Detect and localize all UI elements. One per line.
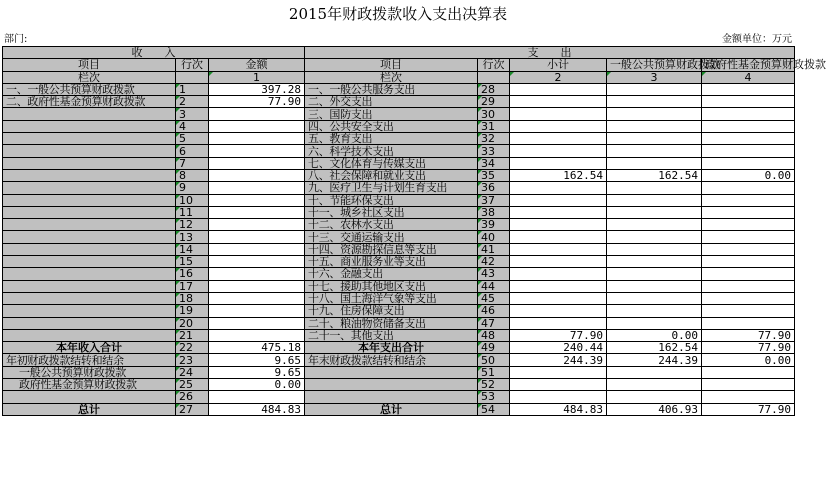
column-index-4[interactable]: 4 <box>702 71 795 83</box>
summary-income-row-no-cell[interactable]: 27 <box>176 403 209 415</box>
subtotal-cell[interactable] <box>510 219 607 231</box>
table-row <box>3 120 795 132</box>
summary-income-amount-cell[interactable] <box>209 391 305 403</box>
expense-item-cell[interactable]: 十九、住房保障支出 <box>305 305 478 317</box>
expense-row-no-cell[interactable]: 29 <box>478 96 510 108</box>
general-budget-cell[interactable] <box>607 305 702 317</box>
column-index-3[interactable]: 3 <box>607 71 702 83</box>
subtotal-cell[interactable] <box>510 231 607 243</box>
expense-item-cell[interactable]: 五、教育支出 <box>305 133 478 145</box>
summary-row <box>3 366 795 378</box>
summary-income-row-no-cell[interactable]: 26 <box>176 391 209 403</box>
summary-general-budget-cell[interactable]: 162.54 <box>607 342 702 354</box>
summary-subtotal-cell[interactable]: 240.44 <box>510 342 607 354</box>
summary-expense-row-no-cell[interactable]: 52 <box>478 379 510 391</box>
summary-row <box>3 379 795 391</box>
income-row-no-cell[interactable]: 15 <box>176 256 209 268</box>
income-amount-cell[interactable] <box>209 243 305 255</box>
expense-row-no-cell[interactable]: 28 <box>478 83 510 95</box>
summary-fund-budget-cell[interactable]: 77.90 <box>702 342 795 354</box>
expense-row-no-cell[interactable]: 40 <box>478 231 510 243</box>
subtotal-cell[interactable] <box>510 305 607 317</box>
income-item-cell[interactable] <box>3 133 176 145</box>
expense-row-no-cell[interactable]: 32 <box>478 133 510 145</box>
income-item-cell[interactable] <box>3 194 176 206</box>
table-row <box>3 231 795 243</box>
summary-subtotal-cell[interactable] <box>510 391 607 403</box>
expense-row-no-cell[interactable]: 38 <box>478 206 510 218</box>
summary-income-row-no-cell[interactable]: 25 <box>176 379 209 391</box>
income-item-cell[interactable] <box>3 305 176 317</box>
subtotal-cell[interactable] <box>510 268 607 280</box>
summary-income-row-no-cell[interactable]: 23 <box>176 354 209 366</box>
header-income-amount[interactable]: 金额 <box>209 59 305 71</box>
income-row-no-cell[interactable]: 3 <box>176 108 209 120</box>
general-budget-cell[interactable] <box>607 268 702 280</box>
summary-fund-budget-cell[interactable] <box>702 391 795 403</box>
income-row-no-cell[interactable]: 14 <box>176 243 209 255</box>
income-item-cell[interactable] <box>3 329 176 341</box>
expense-row-no-cell[interactable]: 41 <box>478 243 510 255</box>
table-row <box>3 219 795 231</box>
income-row-no-cell[interactable]: 21 <box>176 329 209 341</box>
income-row-no-cell[interactable]: 17 <box>176 280 209 292</box>
fund-budget-cell[interactable] <box>702 317 795 329</box>
income-row-no-cell[interactable]: 12 <box>176 219 209 231</box>
income-amount-cell[interactable] <box>209 169 305 181</box>
summary-expense-item-cell[interactable]: 年末财政拨款结转和结余 <box>305 354 478 366</box>
income-item-cell[interactable] <box>3 145 176 157</box>
subtotal-cell[interactable] <box>510 182 607 194</box>
summary-expense-row-no-cell[interactable]: 51 <box>478 366 510 378</box>
income-row-no-cell[interactable]: 13 <box>176 231 209 243</box>
expense-item-cell[interactable]: 七、文化体育与传媒支出 <box>305 157 478 169</box>
subtotal-cell[interactable] <box>510 206 607 218</box>
general-budget-cell[interactable] <box>607 96 702 108</box>
subtotal-cell[interactable] <box>510 108 607 120</box>
summary-row <box>3 342 795 354</box>
summary-expense-row-no-cell[interactable]: 53 <box>478 391 510 403</box>
summary-income-amount-cell[interactable]: 9.65 <box>209 366 305 378</box>
income-amount-cell[interactable] <box>209 268 305 280</box>
income-amount-cell[interactable] <box>209 305 305 317</box>
summary-expense-row-no-cell[interactable]: 49 <box>478 342 510 354</box>
column-index-label[interactable]: 栏次 <box>3 71 176 83</box>
column-index-label-2[interactable]: 栏次 <box>305 71 478 83</box>
subtotal-cell[interactable] <box>510 96 607 108</box>
income-amount-cell[interactable] <box>209 182 305 194</box>
expense-row-no-cell[interactable]: 47 <box>478 317 510 329</box>
expense-item-cell[interactable]: 八、社会保障和就业支出 <box>305 169 478 181</box>
income-amount-cell[interactable] <box>209 133 305 145</box>
budget-table <box>2 46 826 416</box>
fund-budget-cell[interactable] <box>702 120 795 132</box>
expense-item-cell[interactable]: 四、公共安全支出 <box>305 120 478 132</box>
income-amount-cell[interactable] <box>209 292 305 304</box>
summary-income-amount-cell[interactable]: 9.65 <box>209 354 305 366</box>
table-row <box>3 182 795 194</box>
summary-expense-row-no-cell[interactable]: 54 <box>478 403 510 415</box>
income-amount-cell[interactable] <box>209 157 305 169</box>
department-label: 部门: <box>4 34 28 45</box>
income-item-cell[interactable]: 二、政府性基金预算财政拨款 <box>3 96 176 108</box>
spreadsheet-grid <box>2 46 826 501</box>
expense-item-cell[interactable]: 二、外交支出 <box>305 96 478 108</box>
income-item-cell[interactable] <box>3 120 176 132</box>
income-item-cell[interactable] <box>3 243 176 255</box>
fund-budget-cell[interactable] <box>702 157 795 169</box>
summary-income-amount-cell[interactable]: 484.83 <box>209 403 305 415</box>
summary-general-budget-cell[interactable] <box>607 379 702 391</box>
fund-budget-cell[interactable] <box>702 305 795 317</box>
subtotal-cell[interactable] <box>510 83 607 95</box>
table-row <box>3 108 795 120</box>
income-item-cell[interactable] <box>3 317 176 329</box>
income-item-cell[interactable] <box>3 108 176 120</box>
summary-row <box>3 354 795 366</box>
expense-row-no-cell[interactable]: 43 <box>478 268 510 280</box>
column-index-blank[interactable] <box>176 71 209 83</box>
income-row-no-cell[interactable]: 5 <box>176 133 209 145</box>
general-budget-cell[interactable] <box>607 231 702 243</box>
income-row-no-cell[interactable]: 11 <box>176 206 209 218</box>
general-budget-cell[interactable] <box>607 120 702 132</box>
expense-item-cell[interactable]: 三、国防支出 <box>305 108 478 120</box>
table-row <box>3 96 795 108</box>
income-amount-cell[interactable] <box>209 194 305 206</box>
summary-subtotal-cell[interactable]: 484.83 <box>510 403 607 415</box>
summary-expense-item-cell[interactable]: 总计 <box>305 403 478 415</box>
income-row-no-cell[interactable]: 18 <box>176 292 209 304</box>
column-index-blank-2[interactable] <box>478 71 510 83</box>
expense-item-cell[interactable]: 十三、交通运输支出 <box>305 231 478 243</box>
fund-budget-cell[interactable] <box>702 83 795 95</box>
subtotal-cell[interactable] <box>510 280 607 292</box>
general-budget-cell[interactable] <box>607 133 702 145</box>
income-item-cell[interactable] <box>3 292 176 304</box>
expense-item-cell[interactable]: 二十、粮油物资储备支出 <box>305 317 478 329</box>
table-row <box>3 256 795 268</box>
income-item-cell[interactable] <box>3 169 176 181</box>
summary-general-budget-cell[interactable]: 406.93 <box>607 403 702 415</box>
summary-income-item-cell[interactable] <box>3 391 176 403</box>
header-expense-item[interactable]: 项目 <box>305 59 478 71</box>
subtotal-cell[interactable] <box>510 120 607 132</box>
table-row <box>3 280 795 292</box>
fund-budget-cell[interactable] <box>702 182 795 194</box>
general-budget-cell[interactable]: 162.54 <box>607 169 702 181</box>
table-row <box>3 169 795 181</box>
general-budget-cell[interactable] <box>607 206 702 218</box>
income-item-cell[interactable] <box>3 280 176 292</box>
general-budget-cell[interactable] <box>607 243 702 255</box>
expense-row-no-cell[interactable]: 33 <box>478 145 510 157</box>
summary-expense-item-cell[interactable] <box>305 379 478 391</box>
summary-income-item-cell[interactable]: 一般公共预算财政拨款 <box>3 366 176 378</box>
summary-income-amount-cell[interactable]: 0.00 <box>209 379 305 391</box>
subtotal-cell[interactable] <box>510 145 607 157</box>
expense-section-header[interactable]: 支 出 <box>305 47 795 59</box>
fund-budget-cell[interactable] <box>702 268 795 280</box>
summary-general-budget-cell[interactable] <box>607 366 702 378</box>
income-item-cell[interactable] <box>3 268 176 280</box>
expense-item-cell[interactable]: 九、医疗卫生与计划生育支出 <box>305 182 478 194</box>
fund-budget-cell[interactable]: 77.90 <box>702 329 795 341</box>
income-amount-cell[interactable] <box>209 120 305 132</box>
fund-budget-cell[interactable] <box>702 243 795 255</box>
table-row <box>3 145 795 157</box>
expense-item-cell[interactable]: 六、科学技术支出 <box>305 145 478 157</box>
income-row-no-cell[interactable]: 20 <box>176 317 209 329</box>
expense-row-no-cell[interactable]: 35 <box>478 169 510 181</box>
summary-subtotal-cell[interactable] <box>510 379 607 391</box>
income-row-no-cell[interactable]: 8 <box>176 169 209 181</box>
fund-budget-cell[interactable] <box>702 256 795 268</box>
expense-row-no-cell[interactable]: 45 <box>478 292 510 304</box>
subtotal-cell[interactable] <box>510 243 607 255</box>
table-row <box>3 317 795 329</box>
summary-expense-row-no-cell[interactable]: 50 <box>478 354 510 366</box>
general-budget-cell[interactable] <box>607 194 702 206</box>
fund-budget-cell[interactable] <box>702 219 795 231</box>
fund-budget-cell[interactable] <box>702 292 795 304</box>
table-row <box>3 243 795 255</box>
table-row <box>3 305 795 317</box>
header-expense-row-no[interactable]: 行次 <box>478 59 510 71</box>
header-fund-budget[interactable]: 政府性基金预算财政拨款 <box>702 59 795 71</box>
summary-general-budget-cell[interactable]: 244.39 <box>607 354 702 366</box>
table-row <box>3 206 795 218</box>
expense-row-no-cell[interactable]: 42 <box>478 256 510 268</box>
expense-row-no-cell[interactable]: 34 <box>478 157 510 169</box>
income-row-no-cell[interactable]: 6 <box>176 145 209 157</box>
fund-budget-cell[interactable] <box>702 231 795 243</box>
income-amount-cell[interactable] <box>209 317 305 329</box>
summary-income-amount-cell[interactable]: 475.18 <box>209 342 305 354</box>
report-title: 2015年财政拨款收入支出决算表 <box>288 5 508 23</box>
general-budget-cell[interactable]: 0.00 <box>607 329 702 341</box>
general-budget-cell[interactable] <box>607 108 702 120</box>
expense-item-cell[interactable]: 十八、国土海洋气象等支出 <box>305 292 478 304</box>
summary-fund-budget-cell[interactable] <box>702 366 795 378</box>
income-item-cell[interactable] <box>3 219 176 231</box>
income-amount-cell[interactable] <box>209 329 305 341</box>
income-item-cell[interactable]: 一、一般公共预算财政拨款 <box>3 83 176 95</box>
table-row <box>3 157 795 169</box>
general-budget-cell[interactable] <box>607 83 702 95</box>
table-row <box>3 194 795 206</box>
subtotal-cell[interactable] <box>510 317 607 329</box>
unit-label: 金额单位：万元 <box>722 34 792 45</box>
income-row-no-cell[interactable]: 7 <box>176 157 209 169</box>
header-income-item[interactable]: 项目 <box>3 59 176 71</box>
fund-budget-cell[interactable] <box>702 108 795 120</box>
summary-fund-budget-cell[interactable] <box>702 379 795 391</box>
general-budget-cell[interactable] <box>607 280 702 292</box>
summary-income-item-cell[interactable]: 总计 <box>3 403 176 415</box>
general-budget-cell[interactable] <box>607 145 702 157</box>
summary-fund-budget-cell[interactable]: 77.90 <box>702 403 795 415</box>
summary-income-item-cell[interactable]: 本年收入合计 <box>3 342 176 354</box>
subtotal-cell[interactable] <box>510 292 607 304</box>
summary-income-item-cell[interactable]: 政府性基金预算财政拨款 <box>3 379 176 391</box>
income-amount-cell[interactable]: 397.28 <box>209 83 305 95</box>
summary-expense-item-cell[interactable]: 本年支出合计 <box>305 342 478 354</box>
summary-income-row-no-cell[interactable]: 22 <box>176 342 209 354</box>
column-index-2[interactable]: 2 <box>510 71 607 83</box>
fund-budget-cell[interactable]: 0.00 <box>702 169 795 181</box>
expense-row-no-cell[interactable]: 36 <box>478 182 510 194</box>
income-item-cell[interactable] <box>3 206 176 218</box>
expense-row-no-cell[interactable]: 31 <box>478 120 510 132</box>
table-row <box>3 83 795 95</box>
expense-item-cell[interactable]: 十一、城乡社区支出 <box>305 206 478 218</box>
summary-income-row-no-cell[interactable]: 24 <box>176 366 209 378</box>
fund-budget-cell[interactable] <box>702 96 795 108</box>
income-row-no-cell[interactable]: 1 <box>176 83 209 95</box>
expense-item-cell[interactable]: 十五、商业服务业等支出 <box>305 256 478 268</box>
subtotal-cell[interactable] <box>510 256 607 268</box>
income-amount-cell[interactable] <box>209 206 305 218</box>
column-index-1[interactable]: 1 <box>209 71 305 83</box>
income-amount-cell[interactable]: 77.90 <box>209 96 305 108</box>
fund-budget-cell[interactable] <box>702 133 795 145</box>
income-row-no-cell[interactable]: 16 <box>176 268 209 280</box>
subtotal-cell[interactable] <box>510 133 607 145</box>
expense-row-no-cell[interactable]: 39 <box>478 219 510 231</box>
income-amount-cell[interactable] <box>209 231 305 243</box>
expense-item-cell[interactable]: 十二、农林水支出 <box>305 219 478 231</box>
table-row <box>3 329 795 341</box>
general-budget-cell[interactable] <box>607 182 702 194</box>
header-income-row-no[interactable]: 行次 <box>176 59 209 71</box>
income-item-cell[interactable] <box>3 256 176 268</box>
expense-item-cell[interactable]: 十六、金融支出 <box>305 268 478 280</box>
subtotal-cell[interactable]: 77.90 <box>510 329 607 341</box>
expense-row-no-cell[interactable]: 44 <box>478 280 510 292</box>
income-amount-cell[interactable] <box>209 219 305 231</box>
expense-row-no-cell[interactable]: 30 <box>478 108 510 120</box>
expense-item-cell[interactable]: 二十一、其他支出 <box>305 329 478 341</box>
summary-expense-item-cell[interactable] <box>305 391 478 403</box>
income-amount-cell[interactable] <box>209 280 305 292</box>
general-budget-cell[interactable] <box>607 256 702 268</box>
subtotal-cell[interactable] <box>510 157 607 169</box>
subtotal-cell[interactable]: 162.54 <box>510 169 607 181</box>
summary-income-item-cell[interactable]: 年初财政拨款结转和结余 <box>3 354 176 366</box>
income-amount-cell[interactable] <box>209 256 305 268</box>
income-row-no-cell[interactable]: 19 <box>176 305 209 317</box>
table-row <box>3 133 795 145</box>
subtotal-cell[interactable] <box>510 194 607 206</box>
income-section-header[interactable]: 收 入 <box>3 47 305 59</box>
header-subtotal[interactable]: 小计 <box>510 59 607 71</box>
fund-budget-cell[interactable] <box>702 206 795 218</box>
expense-item-cell[interactable]: 一、一般公共服务支出 <box>305 83 478 95</box>
income-row-no-cell[interactable]: 9 <box>176 182 209 194</box>
summary-row <box>3 391 795 403</box>
general-budget-cell[interactable] <box>607 219 702 231</box>
expense-item-cell[interactable]: 十四、资源勘探信息等支出 <box>305 243 478 255</box>
expense-row-no-cell[interactable]: 37 <box>478 194 510 206</box>
general-budget-cell[interactable] <box>607 292 702 304</box>
income-item-cell[interactable] <box>3 182 176 194</box>
income-item-cell[interactable] <box>3 157 176 169</box>
table-row <box>3 292 795 304</box>
fund-budget-cell[interactable] <box>702 280 795 292</box>
summary-fund-budget-cell[interactable]: 0.00 <box>702 354 795 366</box>
fund-budget-cell[interactable] <box>702 145 795 157</box>
income-row-no-cell[interactable]: 10 <box>176 194 209 206</box>
general-budget-cell[interactable] <box>607 157 702 169</box>
summary-subtotal-cell[interactable]: 244.39 <box>510 354 607 366</box>
general-budget-cell[interactable] <box>607 317 702 329</box>
expense-row-no-cell[interactable]: 48 <box>478 329 510 341</box>
income-amount-cell[interactable] <box>209 145 305 157</box>
income-row-no-cell[interactable]: 4 <box>176 120 209 132</box>
income-item-cell[interactable] <box>3 231 176 243</box>
expense-item-cell[interactable]: 十七、援助其他地区支出 <box>305 280 478 292</box>
expense-row-no-cell[interactable]: 46 <box>478 305 510 317</box>
table-row <box>3 268 795 280</box>
summary-expense-item-cell[interactable] <box>305 366 478 378</box>
header-general-budget[interactable]: 一般公共预算财政拨款 <box>607 59 702 71</box>
summary-subtotal-cell[interactable] <box>510 366 607 378</box>
income-row-no-cell[interactable]: 2 <box>176 96 209 108</box>
expense-item-cell[interactable]: 十、节能环保支出 <box>305 194 478 206</box>
fund-budget-cell[interactable] <box>702 194 795 206</box>
summary-general-budget-cell[interactable] <box>607 391 702 403</box>
summary-row <box>3 403 795 415</box>
income-amount-cell[interactable] <box>209 108 305 120</box>
